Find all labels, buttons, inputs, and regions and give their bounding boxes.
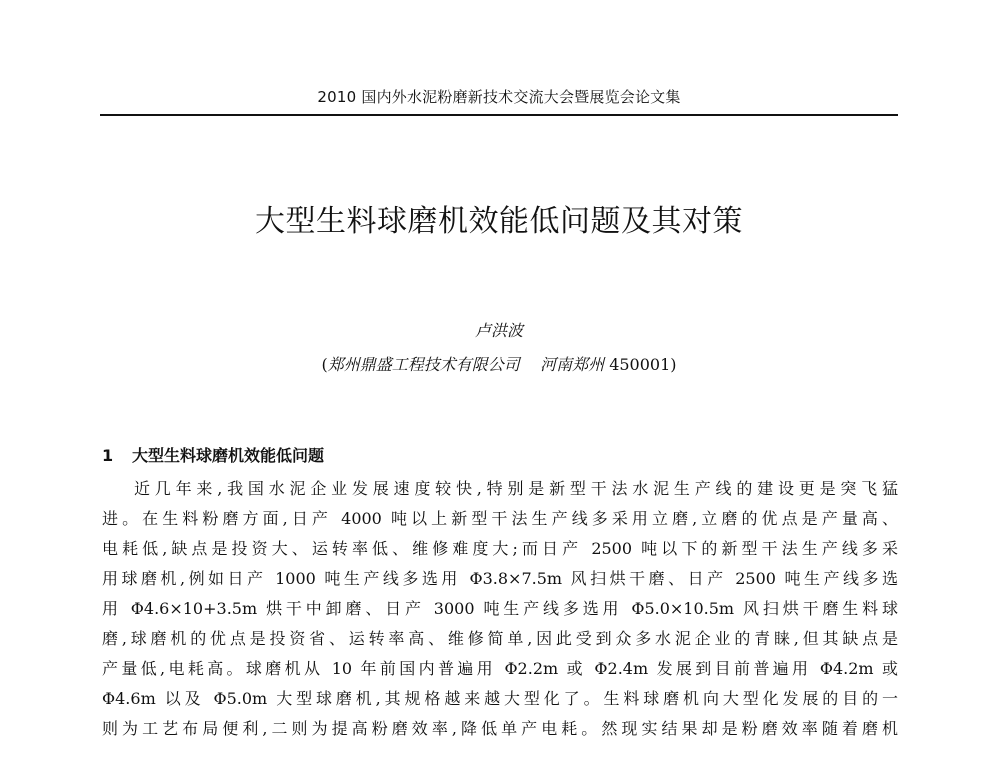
paragraph-line: Φ4.6m 以及 Φ5.0m 大型球磨机,其规格越来越大型化了。生料球磨机向大型化发展的目的一 — [102, 689, 898, 708]
paragraph-line: 则为工艺布局便利,二则为提高粉磨效率,降低单产电耗。然现实结果却是粉磨效率随着磨机 — [102, 719, 898, 738]
paper-title: 大型生料球磨机效能低问题及其对策 — [255, 204, 743, 239]
paragraph-line: 近几年来,我国水泥企业发展速度较快,特别是新型干法水泥生产线的建设更是突飞猛 — [134, 479, 898, 498]
affiliation-place: 河南郑州 — [540, 355, 605, 374]
author-name: 卢洪波 — [474, 321, 523, 340]
paragraph-line: 进。在生料粉磨方面,日产 4000 吨以上新型干法生产线多采用立磨,立磨的优点是产量高、 — [102, 509, 898, 528]
paragraph-line: 用球磨机,例如日产 1000 吨生产线多选用 Φ3.8×7.5m 风扫烘干磨、日产 2500 吨生产线多选 — [102, 569, 898, 588]
affiliation-open-paren: ( — [321, 355, 328, 374]
paragraph-line: 电耗低,缺点是投资大、运转率低、维修难度大;而日产 2500 吨以下的新型干法生产线多采 — [102, 539, 898, 558]
paragraph-line: 产量低,电耗高。球磨机从 10 年前国内普遍用 Φ2.2m 或 Φ2.4m 发展到目前普遍用 Φ4.2m 或 — [102, 659, 898, 678]
body-paragraph — [102, 474, 898, 744]
author-affiliation — [100, 352, 898, 375]
section-number: 1 — [102, 446, 114, 465]
paragraph-line: 磨,球磨机的优点是投资省、运转率高、维修简单,因此受到众多水泥企业的青睐,但其缺点是 — [102, 629, 898, 648]
affiliation-close-paren: ) — [670, 355, 677, 374]
affiliation-postcode: 450001 — [609, 355, 671, 374]
running-header: 2010 国内外水泥粉磨新技术交流大会暨展览会论文集 — [317, 88, 681, 106]
paragraph-line: 用 Φ4.6×10+3.5m 烘干中卸磨、日产 3000 吨生产线多选用 Φ5.0×10.5m 风扫烘干磨生料球 — [102, 599, 898, 618]
affiliation-organization: 郑州鼎盛工程技术有限公司 — [327, 355, 520, 374]
section-heading — [102, 443, 324, 466]
header-rule — [100, 114, 898, 116]
section-title: 大型生料球磨机效能低问题 — [132, 446, 325, 465]
